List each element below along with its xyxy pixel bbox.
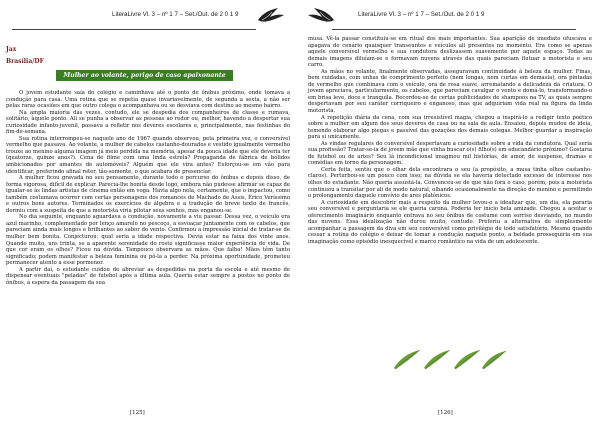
paragraph: A partir daí, o estudante cuidou de abreviar as despedidas na porta da escola e até mesmo de dispensar eventuais "peladas" de futebol após a última aula. Queria estar sempre a postos no ponto de ônibus, à espera da passagem da sua bbox=[6, 266, 290, 286]
paragraph: Certa feita, sentiu que o olhar dela encontrara o seu (a propósito, a musa tinha olhos castanho-claros). Perturbou-se um pouco com isso; na dúvida se ela haveria detectado excesso de interesse nos olhos do estudante. Não queria assustá-la. Convenceu-se de que não fora o caso, porém, pois a motorista continuou a transitar por ali de modo natural, olhando ocasionalmente na direção do menino e permitindo o prolongamento daquele convívio de ares platônicos. bbox=[308, 166, 592, 200]
paragraph: O jovem estudante saía do colégio e caminhava até o ponto de ônibus próximo, onde tomava a condução para casa. Uma rotina que se repetia quase invariavelmente, de segunda a sexta, a não ser pelas raras ocasiões em que outro colega o acompanhava ou se desviava com destino ao mesmo bairro. bbox=[6, 90, 290, 110]
author-city: Brasília/DF bbox=[6, 58, 44, 65]
header-text: LiteraLivre Vl. 3 – nº 1 7 – Set./Out. de 2 0 1 9 bbox=[358, 11, 485, 18]
header-rule bbox=[332, 29, 576, 30]
left-page-header bbox=[4, 6, 294, 32]
page-number: [125] bbox=[130, 410, 145, 416]
paragraph: No dia seguinte, enquanto aguardava a condução, novamente a viu passar. Dessa vez, o veículo era azul marinho, complementado por lenço amarelo no pescoço, a esvoaçar juntamente com os cabelos, que pareciam ainda mais longos e brilhantes ao sabor do vento. Confirmou a impressão inicial de tratar-se de mulher bem bonita. Conjecturou: qual seria a idade respectiva. Devia estar na faixa dos vinte anos. Quando muito, uns trinta, se a aparente serenidade do rosto significasse maior experiência de vida. De que cor eram os olhos? Ficou na dúvida. Tampouco observara as mãos. Que falha! Mãos têm tanto significado; podem manifestar a beleza feminina ou pô-la a perder. Na próxima oportunidade, prometeu permanecer atento a esse pormenor. bbox=[6, 214, 290, 267]
paragraph: As mãos no volante, finalmente observadas, asseguravam continuidade à beleza da mulher. Finas, bem cuidadas, com unhas de comprimento perfeito (nem longas, nem curtas em demasia), ora pintadas de vermelho que combinava com o veículo, ora de rosa suave, arrematando a delicadeza da criatura. O jovem apreciava, particularmente, os cabelos, que pareciam cavalgar o vento e domá-lo, transformando-o em brisa leve, doce e tranquila. Recordou-se de certas publicidades de shampoos na TV, as quais sempre despertavam por seu caráter corriqueiro e enganoso, mas que adquiriam vida real na figura da linda motorista. bbox=[308, 68, 592, 115]
left-page-body bbox=[6, 90, 290, 286]
paragraph: A repetição diária da cena, com sua irresistível magia, chegou a inspirá-lo a redigir texto poético sobre a mulher em algum dos seus deveres de casa ou na sala de aula. Ensaiou, depois mudou de ideia, temendo elaborar algo piegas e passível das gozações dos demais colegas. Melhor guardar a inspiração para si unicamente. bbox=[308, 114, 592, 141]
story-title: Mulher ao volante, perigo de caso apaixonante bbox=[63, 72, 226, 79]
right-page bbox=[306, 0, 596, 424]
header-text: LiteraLivre Vl. 3 – nº 1 7 – Set./Out. de 2 0 1 9 bbox=[112, 11, 239, 18]
paragraph: A mulher ficou gravada no seu pensamento, durante todo o percurso do ônibus e depois disso, de forma vigorosa, difícil de explicar. Parecia-lhe bonita desde logo, embora não pudesse afirmar se capaz de igualar-se às lindas artistas de cinema então em voga. Havia algo nela, certamente, que o impactou, como também costumava ocorrer com certas personagens dos romances de Machado de Assis, Érico Veríssimo e outros bons autores. Terminados os exercícios de álgebra e a tradução do breve texto de francês, dormiu com a suspeita de que a motorista viria pilotar seus sonhos, mas enganou-se. bbox=[6, 175, 290, 214]
author-name: Jax bbox=[6, 46, 17, 53]
left-page bbox=[4, 0, 294, 424]
paragraph: Na ampla maioria das vezes, contudo, ele se despedia dos companheiros de classe e rumava, solitário, àquele ponto. Ali se punha a observar as pessoas ao redor ou, melhor, havendo a despertar sua curiosidade infanto-juvenil, passava a refletir nos deveres escolares e, principalmente, nas festinhas do fim-de-semana. bbox=[6, 109, 290, 136]
right-page-body bbox=[308, 36, 592, 246]
paragraph: musa. Vê-la passar constituiu-se em ritual dos mais importantes. Sua aparição de imediato ofuscava e apagava do cenário quaisquer transeuntes e veículos ali presentes no momento. Era como se apenas aquele conversível vermelho e sua condutora deslizassem suavemente por aquele espaço. Todas as demais imagens diluíam-se e formavam nuvens através das quais pareciam flutuar a motorista e seu carro. bbox=[308, 36, 592, 69]
story-title-banner bbox=[56, 70, 233, 81]
feathers-decoration-icon bbox=[390, 346, 510, 372]
paragraph: Sua rotina interrompeu-se naquele ano de 1967 quando observou, pela primeira vez, o conversível vermelho que passava. Ao volante, a mulher de cabelos castanho-dourados e vestido igualmente vermelho trouxe ao menino alguma imagem já meio perdida na memória, apesar da pouca idade que ele deveria ter (quatorze, quinze anos?). Cena de filme com uma linda estrela? Propaganda de fábrica de bólidos ambicionados por amantes de automóveis? Alguém que ele vira antes? Esforçou-se em vão para identificar, preferindo afinal reter, tão-somente, o que acabara de presenciar. bbox=[6, 135, 290, 175]
bird-logo-icon bbox=[256, 6, 286, 28]
paragraph: As vindas regulares do conversível despertavam a curiosidade sobre a vida da condutora. Qual seria sua profissão? Tratar-se-ia de jovem mãe que vinha buscar o(s) filho(s) em educandário próximo? Gostaria de futebol ou de artes? Seu lá incondicional imaginou mil histórias, de amor, de suspense, dramas e comédias em torno da personagem. bbox=[308, 140, 592, 167]
page-number: [126] bbox=[438, 410, 453, 416]
bird-logo-icon bbox=[306, 6, 336, 28]
right-page-header bbox=[306, 6, 596, 32]
header-rule bbox=[12, 29, 256, 30]
paragraph: A curiosidade em descobrir mais a respeito da mulher levou-o a idealizar que, um dia, ela pararia seu conversível e perguntaria se ele queria carona. Poderia ter início bela amizade. Chegou a aceitar o oferecimento imaginário enquanto entrava no seu ônibus de costume com sorriso desviando, no mundo das nuvens. Essa idealização não durou muito, contudo. Preferiu a alternativa de simplesmente acompanhar a passagem da diva em seu conversível como privilégio de todo satisfatório. Mesmo quando cessar a rotina do colégio e deixar de tomar a condução naquele ponto, a beldade prosseguiria em sua imaginação como episódio inesquecível e marco romântico na vida de um adolescente. bbox=[308, 199, 592, 245]
